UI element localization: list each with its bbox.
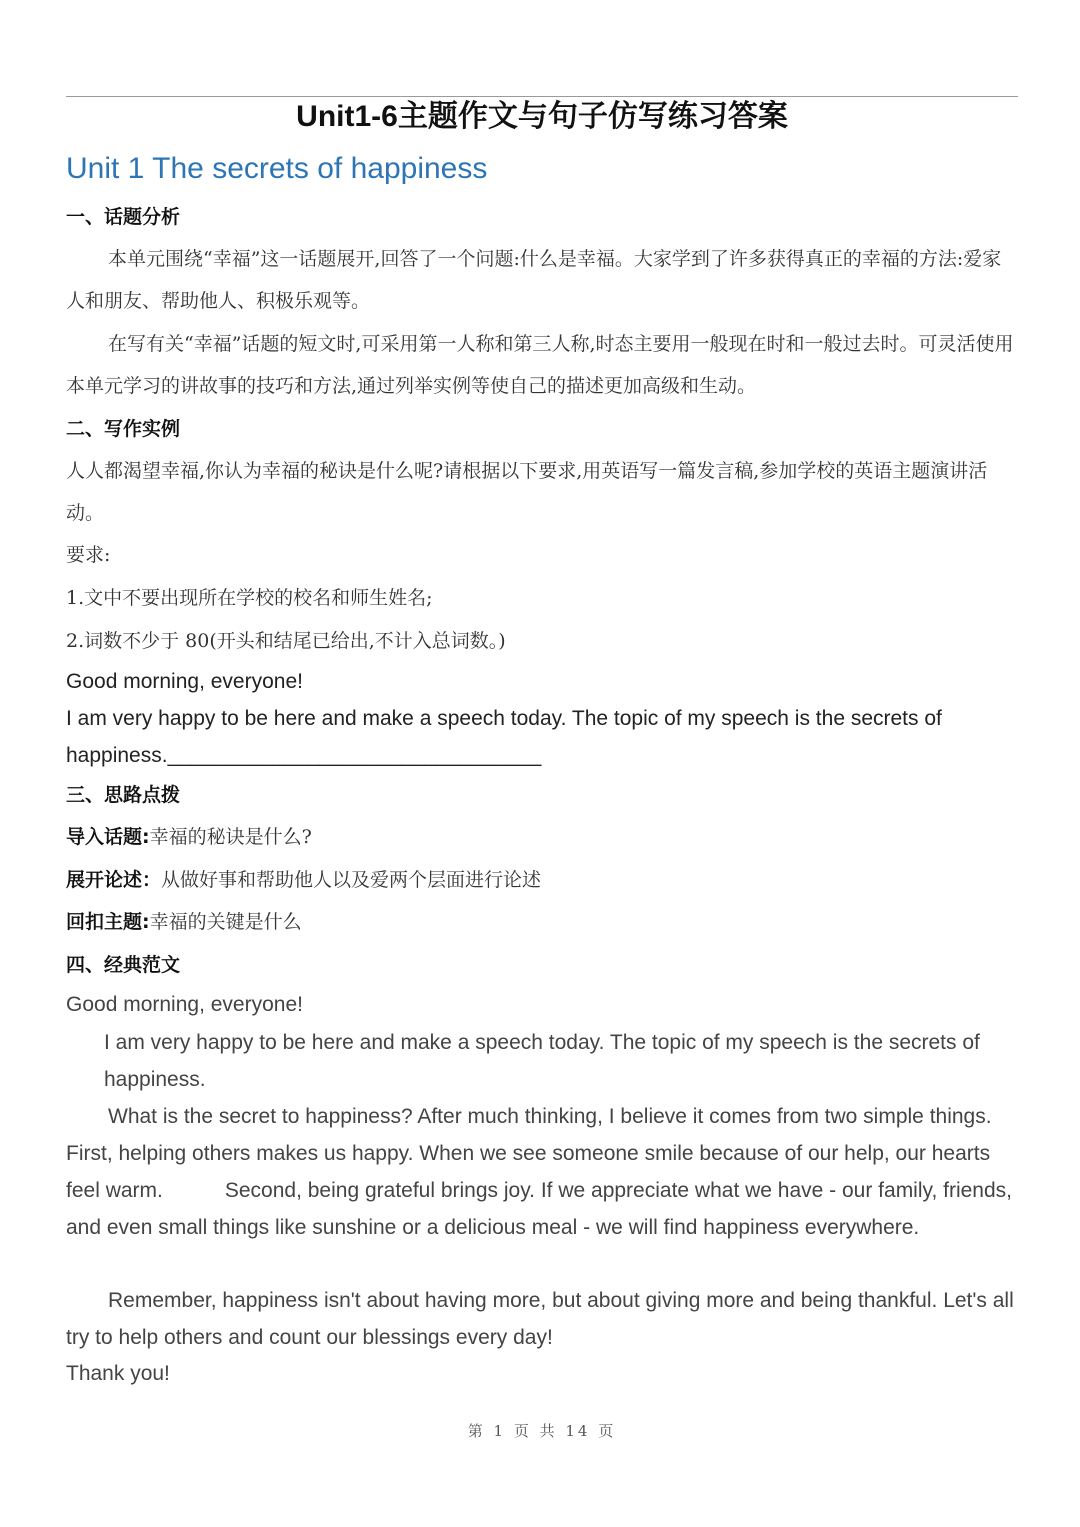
topic-analysis-paragraph-1: 本单元围绕“幸福”这一话题展开,回答了一个问题:什么是幸福。大家学到了许多获得真正的幸福的方法:爱家人和朋友、帮助他人、积极乐观等。 — [66, 248, 1002, 312]
document-page — [66, 0, 1018, 1527]
essay-body-paragraph-2: Remember, happiness isn't about having more, but about giving more and being thankful. Let's all try to help others and count our blessings every day! — [66, 1289, 1014, 1349]
prompt-greeting: Good morning, everyone! — [66, 670, 303, 693]
essay-intro: I am very happy to be here and make a speech today. The topic of my speech is the secrets of happiness. — [104, 1031, 980, 1091]
approach-item-return-to-theme — [66, 908, 302, 936]
approach-item-introduce-topic — [66, 823, 312, 851]
approach-item-label: 回扣主题: — [66, 911, 150, 933]
essay-body-paragraph-1 — [66, 1098, 1018, 1246]
topic-analysis-paragraph-2: 在写有关“幸福”话题的短文时,可采用第一人称和第三人称,时态主要用一般现在时和一般过去时。可灵活使用本单元学习的讲故事的技巧和方法,通过列举实例等使自己的描述更加高级和生动。 — [66, 333, 1014, 397]
essay-greeting: Good morning, everyone! — [66, 993, 303, 1016]
essay-body-sentence-group-1: What is the secret to happiness? After much thinking, I believe it comes from two simple things. First, helping others makes us happy. When we see someone smile because of our help, our hearts feel warm. — [66, 1105, 992, 1202]
prompt-opening: I am very happy to be here and make a speech today. The topic of my speech is the secrets of happiness.________________________________ — [66, 707, 942, 767]
approach-item-label: 展开论述： — [66, 869, 162, 891]
approach-item-develop-argument — [66, 866, 541, 894]
writing-prompt: 人人都渴望幸福,你认为幸福的秘诀是什么呢?请根据以下要求,用英语写一篇发言稿,参加学校的英语主题演讲活动。 — [66, 460, 988, 524]
approach-item-text: 从做好事和帮助他人以及爱两个层面进行论述 — [161, 869, 542, 891]
approach-item-text: 幸福的秘诀是什么? — [149, 826, 312, 848]
approach-item-label: 导入话题: — [66, 826, 150, 848]
approach-item-text: 幸福的关键是什么 — [149, 911, 302, 933]
section-heading-topic-analysis: 一、话题分析 — [66, 206, 181, 228]
document-title: Unit1-6主题作文与句子仿写练习答案 — [296, 100, 788, 133]
unit-heading: Unit 1 The secrets of happiness — [66, 152, 488, 185]
essay-closing: Thank you! — [66, 1362, 170, 1385]
requirement-2: 2.词数不少于 80(开头和结尾已给出,不计入总词数。) — [66, 630, 506, 652]
requirements-label: 要求: — [66, 544, 111, 566]
essay-body-sentence-group-2: Second, being grateful brings joy. If we appreciate what we have - our family, friends, and even small things like sunshine or a delicious meal - we will find happiness everywhere. — [66, 1179, 1012, 1239]
section-heading-model-essay: 四、经典范文 — [66, 954, 181, 976]
page-footer: 第 1 页 共 14 页 — [467, 1422, 617, 1440]
requirement-1: 1.文中不要出现所在学校的校名和师生姓名; — [66, 587, 433, 609]
header-rule — [66, 96, 1018, 97]
section-heading-writing-example: 二、写作实例 — [66, 418, 181, 440]
section-heading-approach: 三、思路点拨 — [66, 784, 181, 806]
